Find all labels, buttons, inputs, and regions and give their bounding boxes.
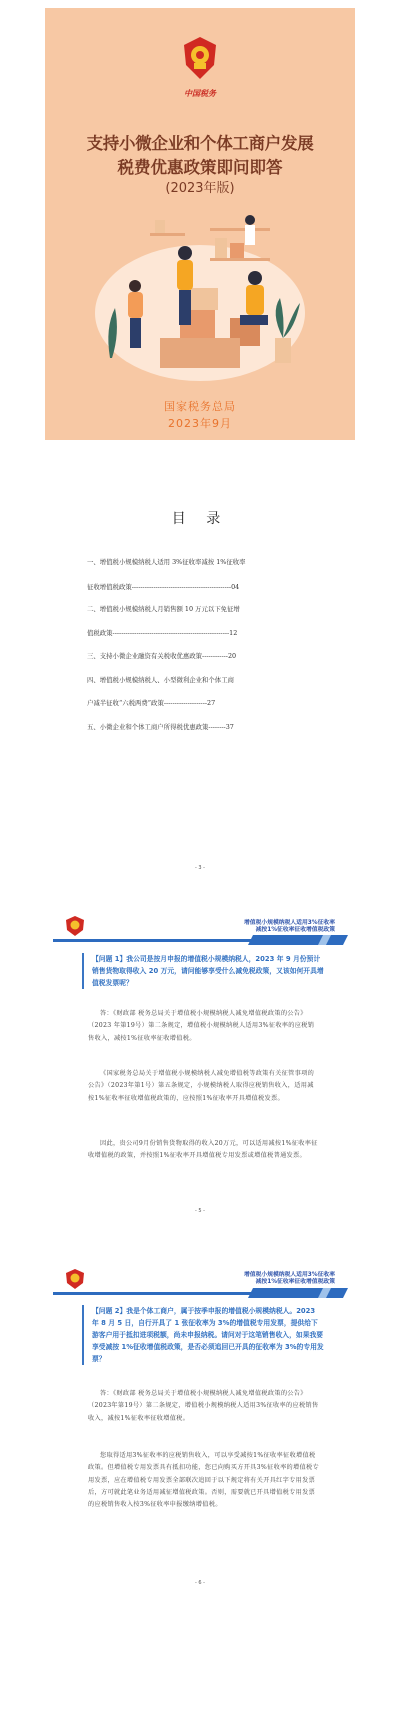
answer-paragraph: 答：《财政部 税务总局关于增值税小规模纳税人减免增值税政策的公告》（2023 年第19号）第二条规定，增值税小规模纳税人适用3%征收率的应税销售收入，减按1%征收率征收增值税。 <box>88 1010 315 1042</box>
toc-line[interactable]: 一、增值税小规模纳税人适用 3%征收率减按 1%征收率 <box>87 558 246 566</box>
toc-line[interactable]: 二、增值税小规模纳税人月销售额 10 万元以下免征增 <box>87 605 240 613</box>
page-number: - 6 - <box>195 1580 205 1586</box>
cover-title-line2: 税费优惠政策即问即答 <box>117 158 283 177</box>
brand-logo-text: 中国税务 <box>184 88 216 98</box>
tax-emblem-icon <box>65 915 85 937</box>
page-header-title <box>150 1272 335 1286</box>
answer-paragraph: 因此，贵公司9月份销售货物取得的收入20万元，可以适用减按1%征收率征收增值税的政策，并按照1%征收率开具增值税专用发票或增值税普通发票。 <box>88 1140 318 1160</box>
toc-line[interactable]: 征收增值税政策----------------------------------------------04 <box>87 583 240 591</box>
toc-title: 目 录 <box>171 511 229 527</box>
header-stripe <box>53 935 348 945</box>
cover-title-line1: 支持小微企业和个体工商户发展 <box>86 134 314 153</box>
answer-paragraph: 答：《财政部 税务总局关于增值税小规模纳税人减免增值税政策的公告》（2023年第19号）第二条规定，增值税小规模纳税人适用3%征收率的应税销售收入，减按1%征收率征收增值税。 <box>88 1390 319 1422</box>
page-number: - 5 - <box>195 1208 205 1214</box>
cover-date: 2023年9月 <box>168 417 232 430</box>
page-number: - 3 - <box>195 865 205 871</box>
question-1-text: 【问题 1】我公司是按月申报的增值税小规模纳税人，2023 年 9 月份预计销售货物取得收入 20 万元，请问能够享受什么减免税政策，又该如何开具增值税发票呢？ <box>92 955 324 987</box>
tax-emblem-icon <box>180 35 220 81</box>
cover-page <box>45 8 355 440</box>
header-stripe <box>53 1288 348 1298</box>
toc-line[interactable]: 四、增值税小规模纳税人、小型微利企业和个体工商 <box>87 676 234 684</box>
answer-paragraph: 《国家税务总局关于增值税小规模纳税人减免增值税等政策有关征管事项的公告》（2023年第1号）第五条规定，小规模纳税人取得应税销售收入，适用减按1%征收率征收增值税政策的，应按照1%征收率开具增值税发票。 <box>88 1070 315 1102</box>
office-illustration <box>90 208 310 383</box>
toc-line[interactable]: 户减半征收“六税两费”政策--------------------27 <box>87 699 216 707</box>
question-block <box>82 953 324 989</box>
tax-emblem-icon <box>65 1268 85 1290</box>
header-line1: 增值税小规模纳税人适用3%征收率 <box>244 920 335 926</box>
page-header-title <box>150 920 335 934</box>
toc-line[interactable]: 值税政策------------------------------------------------------12 <box>87 629 238 637</box>
question-block <box>82 1305 324 1365</box>
toc-line[interactable]: 五、小微企业和个体工商户所得税优惠政策--------37 <box>87 723 234 731</box>
answer-paragraph: 您取得适用3%征收率的应税销售收入，可以享受减按1%征收率征收增值税政策。但增值税专用发票具有抵扣功能，您已向购买方开具3%征收率的增值税专用发票，应在增值税专用发票全部联次追回于以下规定将有关开具红字专用发票后，方可就此笔业务适用减征增值税政策。否则，需要就已开具增值税专用发票的应税销售收入按3%征收率申报缴纳增值税。 <box>88 1452 319 1509</box>
cover-organization: 国家税务总局 <box>164 400 236 413</box>
cover-edition: (2023年版) <box>165 181 235 196</box>
header-line2: 减按1%征收率征收增值税政策 <box>255 1279 335 1285</box>
header-line1: 增值税小规模纳税人适用3%征收率 <box>244 1272 335 1278</box>
toc-line[interactable]: 三、支持小微企业融资有关税收优惠政策------------20 <box>87 652 237 660</box>
header-line2: 减按1%征收率征收增值税政策 <box>255 927 335 933</box>
question-2-text: 【问题 2】我是个体工商户，属于按季申报的增值税小规模纳税人。2023 年 8 月 5 日，自行开具了 1 张征收率为 3%的增值税专用发票，提供给下游客户用于抵扣进项税额，尚未申报纳税。请问对于这笔销售收入，如果我要享受减按 1%征收增值税政策，是否必须追回已开具的征收率为 3%的专用发票？ <box>92 1307 324 1363</box>
